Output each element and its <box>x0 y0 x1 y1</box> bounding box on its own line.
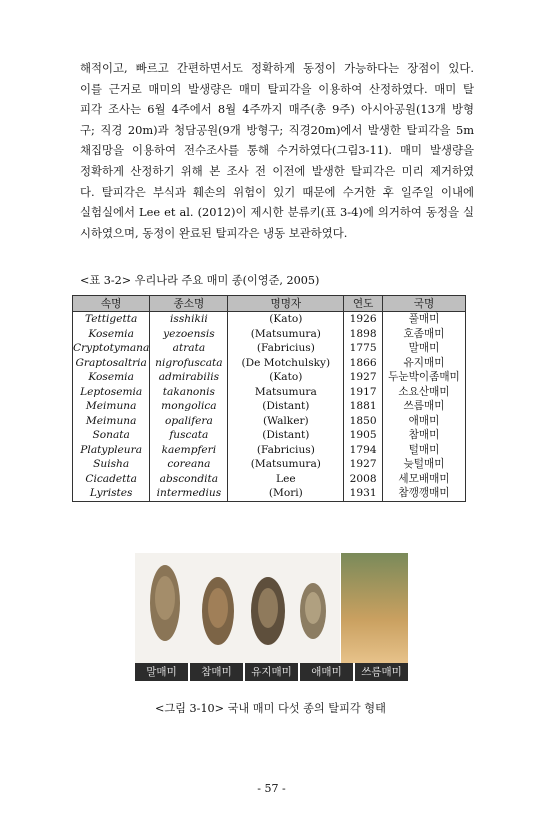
header-genus: 속명 <box>73 296 150 312</box>
table-row <box>73 428 466 443</box>
year-cell: 1898 <box>344 327 383 342</box>
body-line: 이를 근거로 매미의 발생량은 매미 탈피각을 이용하여 산정하였다. 매미 탈 <box>80 81 474 96</box>
body-line: 피각 조사는 6월 4주에서 8월 4주까지 매주(총 9주) 아시아공원(13개 방형 <box>80 102 474 117</box>
korean-name-cell: 늦털매미 <box>382 457 465 472</box>
species-cell: takanonis <box>150 385 228 400</box>
table-header-row <box>73 296 466 312</box>
genus-cell: Tettigetta <box>73 312 150 327</box>
page-number: - 57 - <box>257 782 286 795</box>
exuvia-2 <box>202 577 234 645</box>
genus-cell: Leptosemia <box>73 385 150 400</box>
body-line: 실험실에서 Lee et al. (2012)이 제시한 분류키(표 3-4)에 의거하여 동정을 실 <box>80 205 474 220</box>
species-cell: yezoensis <box>150 327 228 342</box>
species-cell: intermedius <box>150 486 228 501</box>
table-row <box>73 370 466 385</box>
species-label: 유지매미 <box>245 663 298 681</box>
genus-cell: Sonata <box>73 428 150 443</box>
author-cell: (Fabricius) <box>228 443 344 458</box>
author-cell: (Matsumura) <box>228 327 344 342</box>
table-row <box>73 385 466 400</box>
body-line: 해적이고, 빠르고 간편하면서도 정확하게 동정이 가능하다는 장점이 있다. <box>80 61 474 75</box>
genus-cell: Suisha <box>73 457 150 472</box>
header-year: 연도 <box>344 296 383 312</box>
species-label: 애매미 <box>300 663 353 681</box>
korean-name-cell: 풀매미 <box>382 312 465 327</box>
author-cell: (Kato) <box>228 312 344 327</box>
body-line: 다. 탈피각은 부식과 훼손의 위험이 있기 때문에 수거한 후 일주일 이내에 <box>80 184 474 199</box>
author-cell: (Distant) <box>228 428 344 443</box>
year-cell: 1917 <box>344 385 383 400</box>
table-row <box>73 399 466 414</box>
table-row <box>73 327 466 342</box>
author-cell: (Walker) <box>228 414 344 429</box>
species-label: 참매미 <box>190 663 243 681</box>
table-caption: <표 3-2> 우리나라 주요 매미 종(이영준, 2005) <box>80 274 320 287</box>
table-row <box>73 486 466 501</box>
hand-held-exuvia <box>341 553 408 663</box>
species-label-bar <box>135 663 408 681</box>
genus-cell: Platypleura <box>73 443 150 458</box>
species-cell: nigrofuscata <box>150 356 228 371</box>
year-cell: 1775 <box>344 341 383 356</box>
korean-name-cell: 참매미 <box>382 428 465 443</box>
species-label: 쓰름매미 <box>355 663 408 681</box>
genus-cell: Graptosaltria <box>73 356 150 371</box>
year-cell: 1881 <box>344 399 383 414</box>
header-species: 종소명 <box>150 296 228 312</box>
year-cell: 2008 <box>344 472 383 487</box>
korean-name-cell: 애매미 <box>382 414 465 429</box>
exuvia-4 <box>300 583 326 639</box>
exuvia-1 <box>150 565 180 641</box>
author-cell: (Mori) <box>228 486 344 501</box>
author-cell: (Fabricius) <box>228 341 344 356</box>
body-paragraph <box>80 58 474 243</box>
table-row <box>73 341 466 356</box>
author-cell: Lee <box>228 472 344 487</box>
cicada-species-table <box>72 295 466 502</box>
korean-name-cell: 털매미 <box>382 443 465 458</box>
author-cell: (De Motchulsky) <box>228 356 344 371</box>
korean-name-cell: 소요산매미 <box>382 385 465 400</box>
author-cell: Matsumura <box>228 385 344 400</box>
exuvia-3 <box>251 577 285 645</box>
species-cell: atrata <box>150 341 228 356</box>
cicada-exuviae-photo <box>135 553 408 681</box>
species-cell: isshikii <box>150 312 228 327</box>
table-row <box>73 457 466 472</box>
year-cell: 1794 <box>344 443 383 458</box>
species-label: 말매미 <box>135 663 188 681</box>
year-cell: 1850 <box>344 414 383 429</box>
body-line: 정확하게 산정하기 위해 본 조사 전 이전에 발생한 탈피각은 미리 제거하였 <box>80 163 474 178</box>
year-cell: 1866 <box>344 356 383 371</box>
year-cell: 1927 <box>344 370 383 385</box>
genus-cell: Kosemia <box>73 327 150 342</box>
author-cell: (Matsumura) <box>228 457 344 472</box>
table-row <box>73 312 466 327</box>
genus-cell: Kosemia <box>73 370 150 385</box>
table-row <box>73 356 466 371</box>
species-cell: fuscata <box>150 428 228 443</box>
genus-cell: Cryptotymana <box>73 342 150 354</box>
year-cell: 1905 <box>344 428 383 443</box>
korean-name-cell: 호좀매미 <box>382 327 465 342</box>
species-cell: mongolica <box>150 399 228 414</box>
species-cell: coreana <box>150 457 228 472</box>
table-row <box>73 443 466 458</box>
author-cell: (Kato) <box>228 370 344 385</box>
year-cell: 1926 <box>344 312 383 327</box>
body-line: 채집망을 이용하여 전수조사를 통해 수거하였다(그림3-11). 매미 발생량을 <box>80 143 474 158</box>
genus-cell: Lyristes <box>73 486 150 501</box>
author-cell: (Distant) <box>228 399 344 414</box>
header-author: 명명자 <box>228 296 344 312</box>
figure-caption: <그림 3-10> 국내 매미 다섯 종의 탈피각 형태 <box>155 702 386 715</box>
exuviae-illustration <box>135 553 340 663</box>
korean-name-cell: 참깽깽매미 <box>382 486 465 501</box>
species-cell: kaempferi <box>150 443 228 458</box>
genus-cell: Meimuna <box>73 399 150 414</box>
species-cell: abscondita <box>150 472 228 487</box>
genus-cell: Meimuna <box>73 414 150 429</box>
year-cell: 1931 <box>344 486 383 501</box>
genus-cell: Cicadetta <box>73 472 150 487</box>
korean-name-cell: 유지매미 <box>382 356 465 371</box>
header-korean-name: 국명 <box>382 296 465 312</box>
body-line: 시하였으며, 동정이 완료된 탈피각은 냉동 보관하였다. <box>80 225 348 240</box>
table-row <box>73 472 466 487</box>
species-cell: opalifera <box>150 414 228 429</box>
korean-name-cell: 쓰름매미 <box>382 399 465 414</box>
year-cell: 1927 <box>344 457 383 472</box>
body-line: 구; 직경 20m)과 청담공원(9개 방형구; 직경20m)에서 발생한 탈피각을 5m <box>80 122 474 137</box>
table-row <box>73 414 466 429</box>
korean-name-cell: 세모배매미 <box>382 472 465 487</box>
species-cell: admirabilis <box>150 370 228 385</box>
korean-name-cell: 말매미 <box>382 341 465 356</box>
korean-name-cell: 두눈박이좀매미 <box>382 370 465 385</box>
